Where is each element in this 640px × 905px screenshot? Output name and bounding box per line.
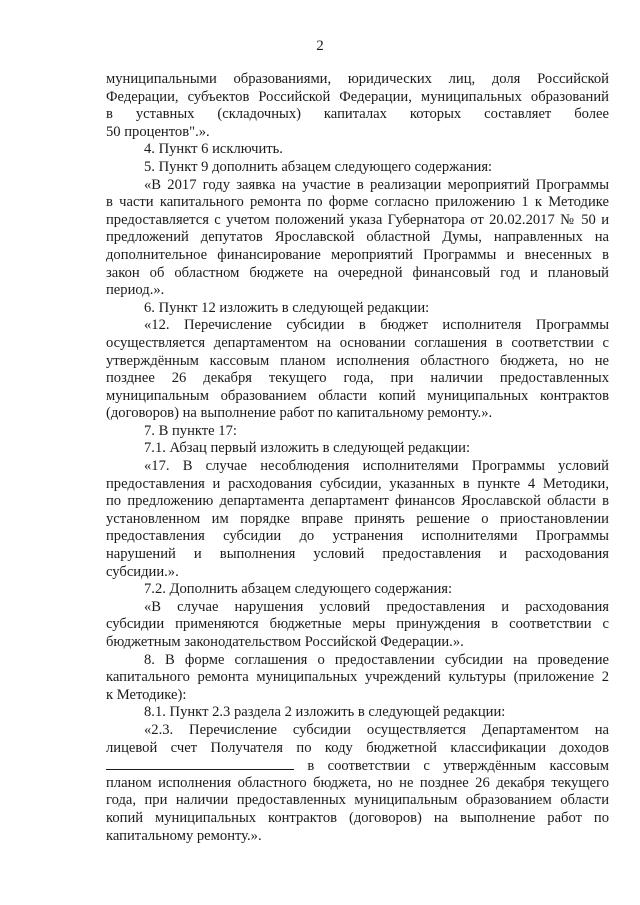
fill-in-blank: [106, 757, 294, 770]
page-number: 2: [316, 38, 324, 54]
text-line: Федерации, субъектов Российской Федерации, муниципальных образований: [106, 88, 609, 105]
text-line: года, при наличии предоставленных муниципальным образованием области: [106, 792, 609, 809]
text-line: лицевой счет Получателя по коду бюджетной классификации доходов: [106, 739, 609, 756]
text-line: к Методике):: [106, 686, 187, 703]
text-line: 6. Пункт 12 изложить в следующей редакции:: [144, 299, 430, 316]
text-line: бюджетным законодательством Российской Федерации.».: [106, 634, 464, 650]
text-line: 4. Пункт 6 исключить.: [144, 141, 283, 158]
text-line: 50 процентов".».: [106, 123, 210, 140]
text-line: предложений депутатов Ярославской областной Думы, направленных на: [106, 229, 609, 246]
text-line: предоставления и расходования субсидии, указанных в пункте 4 Методики,: [106, 475, 609, 492]
text-line: 8. В форме соглашения о предоставлении субсидии на проведение: [144, 651, 609, 668]
text-line: по предложению департамента департамент финансов Ярославской области в: [106, 493, 609, 510]
text-line: предоставления субсидии до устранения исполнителями Программы: [106, 528, 609, 545]
text-line: «2.3. Перечисление субсидии осуществляется Департаментом на: [144, 721, 609, 738]
text-line: 7.1. Абзац первый изложить в следующей редакции:: [144, 440, 471, 457]
text-line: осуществляется департаментом на основании соглашения в соответствии с: [106, 334, 609, 351]
text-line: «В 2017 году заявка на участие в реализации мероприятий Программы: [144, 176, 609, 193]
text-line: «12. Перечисление субсидии в бюджет исполнителя Программы: [144, 317, 609, 334]
text-line: капитального ремонта муниципальных учреждений культуры (приложение 2: [106, 669, 609, 686]
text-line: установленном им порядке вправе принять решение о приостановлении: [106, 510, 609, 527]
text-line: период.».: [106, 282, 165, 299]
text-line: 8.1. Пункт 2.3 раздела 2 изложить в следующей редакции:: [144, 704, 506, 721]
text-line: предоставляется с учетом положений указа Губернатора от 20.02.2017 № 50 и: [106, 211, 609, 228]
text-line: закон об областном бюджете на очередной финансовый год и плановый: [106, 264, 609, 281]
text-line: планом исполнения областного бюджета, но не позднее 26 декабря текущего: [106, 774, 609, 791]
text-line: капитальному ремонту.».: [106, 827, 262, 844]
text-line: 7.2. Дополнить абзацем следующего содержания:: [144, 581, 453, 598]
text-line: утверждённым кассовым планом исполнения областного бюджета, но не: [106, 352, 609, 369]
document-body: [106, 71, 609, 845]
text-line: 5. Пункт 9 дополнить абзацем следующего содержания:: [144, 158, 493, 175]
text-line-content: в соответствии с утверждённым кассовым: [294, 758, 609, 775]
text-line: позднее 26 декабря текущего года, при наличии предоставленных: [106, 370, 609, 387]
text-line: 7. В пункте 17:: [144, 422, 237, 439]
text-line: муниципальным образованием области копий муниципальных контрактов: [106, 387, 609, 404]
text-line: [106, 757, 609, 775]
text-line: в уставных (складочных) капиталах которых составляет более: [106, 106, 609, 123]
text-line: копий муниципальных контрактов (договоров) на выполнение работ по: [106, 809, 609, 826]
text-line: дополнительное финансирование мероприятий Программы и внесенных в: [106, 246, 609, 263]
text-line: (договоров) на выполнение работ по капитальному ремонту.».: [106, 405, 493, 422]
text-line: «17. В случае несоблюдения исполнителями Программы условий: [144, 458, 609, 475]
text-line: в части капитального ремонта по форме согласно приложению 1 к Методике: [106, 194, 609, 211]
text-line: субсидии.».: [106, 563, 179, 580]
text-line: нарушений и выполнения условий предоставления и расходования: [106, 546, 609, 563]
text-line: «В случае нарушения условий предоставления и расходования: [144, 598, 609, 615]
text-line: муниципальными образованиями, юридических лиц, доля Российской: [106, 71, 609, 87]
text-line: субсидии применяются бюджетные меры принуждения в соответствии с: [106, 616, 609, 633]
